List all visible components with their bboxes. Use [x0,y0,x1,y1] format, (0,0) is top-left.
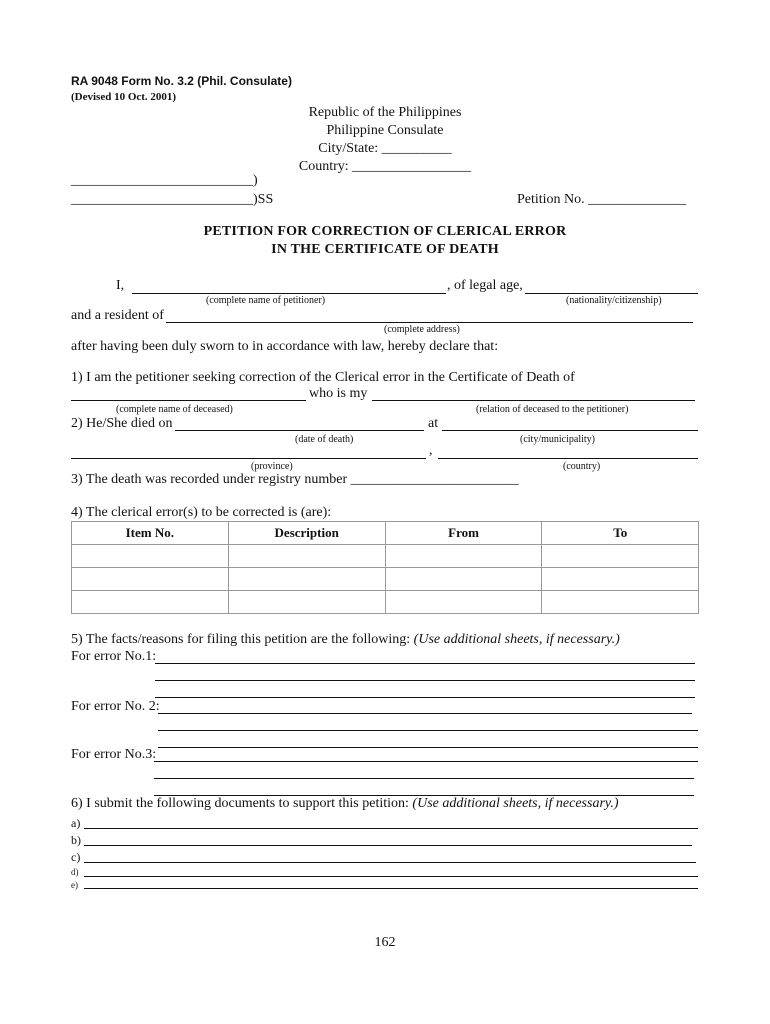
error2-line-1[interactable] [158,713,692,714]
table-cell[interactable] [72,568,229,591]
item2-text: 2) He/She died on [71,416,173,431]
page-number: 162 [374,935,396,950]
item6-note: (Use additional sheets, if necessary.) [412,796,619,811]
republic-line: Republic of the Philippines [308,105,462,120]
petition-title-line-2: IN THE CERTIFICATE OF DEATH [271,242,499,257]
item1-text: 1) I am the petitioner seeking correction of the Clerical error in the Certificate of Death of [71,370,575,385]
petition-title-line-1: PETITION FOR CORRECTION OF CLERICAL ERROR [203,224,567,239]
doc-e-label: e) [71,880,78,890]
petition-number-field[interactable]: Petition No. ______________ [517,192,687,207]
sworn-statement: after having been duly sworn to in accordance with law, hereby declare that: [71,339,499,354]
legal-age-text: , of legal age, [447,278,523,293]
consulate-line: Philippine Consulate [326,123,444,138]
resident-prefix: and a resident of [71,308,164,323]
table-row [72,591,699,614]
revised-date: (Devised 10 Oct. 2001) [71,91,177,103]
error3-line-2[interactable] [154,778,694,779]
table-cell[interactable] [72,591,229,614]
venue-line-1[interactable]: __________________________) [71,173,258,188]
error1-line-3[interactable] [155,697,695,698]
province-hint: (province) [251,461,293,472]
table-cell[interactable] [542,568,699,591]
error3-label: For error No.3: [71,747,157,762]
table-cell[interactable] [385,568,542,591]
address-field[interactable] [166,322,693,323]
col-description: Description [228,522,385,545]
error1-label: For error No.1: [71,649,157,664]
table-cell[interactable] [228,568,385,591]
deceased-name-hint: (complete name of deceased) [116,404,233,415]
col-from: From [385,522,542,545]
table-cell[interactable] [542,545,699,568]
nationality-hint: (nationality/citizenship) [566,295,662,306]
item5-note: (Use additional sheets, if necessary.) [413,632,620,647]
i-prefix: I, [116,278,125,293]
country-hint: (country) [563,461,601,472]
venue-line-2[interactable]: __________________________)SS [71,192,274,207]
error1-line-1[interactable] [155,663,695,664]
doc-d-label: d) [71,867,79,877]
form-id: RA 9048 Form No. 3.2 (Phil. Consulate) [71,74,292,88]
city-field[interactable] [442,430,698,431]
petitioner-name-hint: (complete name of petitioner) [206,295,326,306]
doc-c-label: c) [71,850,81,864]
table-row [72,568,699,591]
table-cell[interactable] [542,591,699,614]
country-field[interactable]: Country: _________________ [298,159,472,174]
date-of-death-hint: (date of death) [295,434,354,445]
deceased-name-field[interactable] [71,400,306,401]
doc-a-label: a) [71,816,81,830]
item5-label: 5) The facts/reasons for filing this petition are the following: [71,632,411,647]
table-row [72,545,699,568]
doc-b-field[interactable] [84,845,692,846]
city-state-field[interactable]: City/State: __________ [318,141,452,156]
doc-e-field[interactable] [84,888,698,889]
date-of-death-field[interactable] [175,430,424,431]
col-item-no: Item No. [72,522,229,545]
error2-label: For error No. 2: [71,699,160,714]
province-field[interactable] [71,458,426,459]
error1-line-2[interactable] [155,680,695,681]
item6-label: 6) I submit the following documents to support this petition: [71,796,409,811]
doc-a-field[interactable] [84,828,698,829]
petitioner-name-field[interactable] [132,293,446,294]
errors-table [71,521,699,614]
table-cell[interactable] [72,545,229,568]
comma-text: , [429,443,433,458]
nationality-field[interactable] [525,293,698,294]
error2-line-2[interactable] [158,730,698,731]
who-is-my-text: who is my [309,386,368,401]
table-cell[interactable] [228,545,385,568]
doc-b-label: b) [71,833,81,847]
item6-text [71,796,619,812]
relation-field[interactable] [372,400,695,401]
item4-text: 4) The clerical error(s) to be corrected is (are): [71,505,332,520]
city-hint: (city/municipality) [520,434,595,445]
doc-d-field[interactable] [84,876,698,877]
doc-c-field[interactable] [84,862,696,863]
table-cell[interactable] [385,545,542,568]
at-text: at [428,416,439,431]
registry-number-field[interactable]: 3) The death was recorded under registry number ________________________ [71,472,519,487]
table-cell[interactable] [385,591,542,614]
table-cell[interactable] [228,591,385,614]
address-hint: (complete address) [384,324,460,335]
col-to: To [542,522,699,545]
relation-hint: (relation of deceased to the petitioner) [476,404,629,415]
country-death-field[interactable] [438,458,698,459]
error3-line-1[interactable] [154,761,698,762]
error2-line-3[interactable] [158,747,698,748]
item5-text [71,632,620,648]
